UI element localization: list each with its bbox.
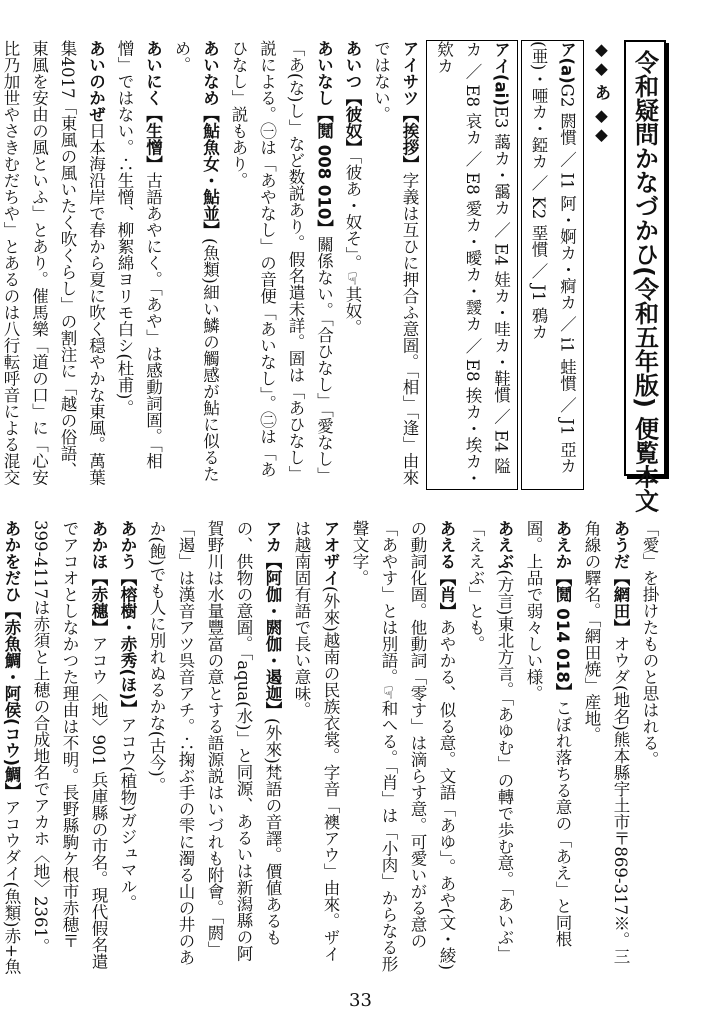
entry-text: (魚類)細い鱗の觸感が鮎に似るため。 xyxy=(172,40,220,482)
entry-headword: ア(a) xyxy=(557,41,577,84)
dictionary-entry xyxy=(366,40,423,490)
dictionary-entry xyxy=(577,520,635,975)
dictionary-entry xyxy=(224,40,338,490)
entry-headword: あかをだひ【赤魚鯛・阿侯(コウ)鯛】 xyxy=(2,520,21,800)
entry-headword: アイ(ai) xyxy=(491,41,511,106)
entry-headword: あえか【鬩 014 018】 xyxy=(553,520,572,700)
section-mark: ◆◆ あ ◆◆ xyxy=(592,40,611,144)
dictionary-entry xyxy=(26,520,113,975)
entry-headword: あいにく【生憎】 xyxy=(143,40,163,172)
dictionary-entry xyxy=(635,520,664,975)
entry-text: あやかる、似る意。文語「あゆ」。あや(文・綾)の動詞化圄。他動詞「零す」は滴らす意。可愛いがる意の「あやす」とは別語。☞和へる。「肖」は「小肉」からなる形聲文字。 xyxy=(350,520,456,973)
entry-headword: あいなし【鬩 008 010】 xyxy=(314,40,334,236)
dictionary-entry xyxy=(287,520,345,975)
dictionary-entry xyxy=(426,40,518,490)
entry-text: 關係ない。「合ひなし」「愛なし」「あ(な)し」など数説あり。假名遣未詳。圄は「あひなし」説による。㊀は「あやなし」の音便「あいなし」。㊁は「あひなし」説もあり。 xyxy=(229,40,334,484)
entry-text: 「彼あ・奴そ」。☞其奴。 xyxy=(343,155,362,336)
dictionary-entry xyxy=(110,40,167,490)
entry-text: (方言)東北方言。「あゆむ」の轉で歩む意。「あいぶ」「ええぶ」とも。 xyxy=(466,520,514,962)
dictionary-entry xyxy=(0,40,110,490)
dictionary-entry xyxy=(345,520,461,975)
page-title xyxy=(624,40,666,513)
entry-headword: あかほ【赤穗】 xyxy=(89,520,108,636)
entry-text: アコウダイ(魚類)赤+魚 xyxy=(2,799,21,975)
entry-text: E3 藹カ・靄カ ／ E4 娃カ・哇カ・鞋慣 ／ E4 隘カ ／ E8 哀カ ／ E8 愛カ・曖カ・靉カ ／ E8 挨カ・埃カ・欸カ xyxy=(434,41,511,486)
entry-headword: アイサツ【挨拶】 xyxy=(400,40,419,172)
entry-text: 字義は互ひに押合ふ意圄。「相」「逢」由來ではない。 xyxy=(371,40,419,486)
page-title-text: 令和疑問かなづかひ(令和五年版) 便覧本文 xyxy=(630,50,659,513)
page-number: 33 xyxy=(349,990,372,1011)
dictionary-entry xyxy=(142,520,287,975)
dictionary-entry xyxy=(113,520,142,975)
dictionary-entry xyxy=(461,520,519,975)
entry-headword: アオザイ xyxy=(321,520,340,586)
dictionary-entry xyxy=(519,520,577,975)
entry-headword: あいつ【彼奴】 xyxy=(343,40,362,156)
entry-headword: あいなめ【鮎魚女・鮎並】 xyxy=(200,40,220,238)
dictionary-entry xyxy=(0,520,26,975)
dictionary-entry xyxy=(338,40,367,490)
upper-entry-list xyxy=(0,40,584,490)
entry-headword: アカ【阿伽・閼伽・遏迦】 xyxy=(263,520,282,718)
upper-section xyxy=(1,40,615,490)
entry-text: こぼれ落ちる意の「あえ」と同根圄。上品で弱々しい様。 xyxy=(524,520,572,947)
entry-text: G2 閼慣 ／ I1 阿・婀カ・痾カ ／ i1 蛙慣 ／ J1 亞カ(亜)・唖カ・錏カ ／ K2 堊慣 ／ J1 鴉カ xyxy=(529,41,577,474)
entry-headword: あうだ【網田】 xyxy=(611,520,630,636)
entry-text: 「愛」を掛けたものと思はれる。 xyxy=(640,520,659,768)
entry-text: (外來)越南の民族衣裳。字音「襖アウ」由來。ザイは越南固有語で長い意味。 xyxy=(292,520,340,962)
entry-text: アコウ(植物)ガジュマル。 xyxy=(118,716,137,911)
entry-headword: あいのかぜ xyxy=(86,40,106,123)
lower-entry-list xyxy=(0,520,664,975)
dictionary-entry xyxy=(167,40,224,490)
entry-text: 日本海沿岸で春から夏に吹く穏やかな東風。萬葉集4017「東風の風いたく吹くらし」の割注に「越の俗語、東風を安由の風といふ」とあり。催馬樂「道の口」に「心安比乃加世やさきむだちや」とあるのは八行転呼音による混交 xyxy=(1,40,106,486)
entry-headword: あえる【肖】 xyxy=(437,520,456,619)
dictionary-entry xyxy=(521,40,584,490)
entry-headword: あかう【榕樹・赤秀(ほ)】 xyxy=(118,520,137,717)
entry-text: (外來)梵語の音譯。價値あるもの、供物の意圄。「aqua(水)」と同源、あるいは新潟縣の阿賀野川は水量豐富の意とする語源説はいづれも附會。「閼」「遏」は漢音アツ呉音アチ。∴掬ぶ手の雫に濁る山の井のあか(飽)でも人に別れぬるかな(古今)。 xyxy=(147,520,282,966)
lower-section xyxy=(2,520,664,975)
entry-text: 古語あやにく。「あや」は感動詞圄。「相憎」ではない。∴生憎、柳絮綿ヨリモ白シ(杜甫)。 xyxy=(115,40,163,469)
entry-text: アコウ〈地〉901 兵庫縣の市名。現代假名遣でアコオとしなかつた理由は不明。長野縣駒ケ根市赤穂〒399-4117は赤須と上穂の合成地名でアカホ〈地〉2361。 xyxy=(31,520,108,970)
entry-headword: あえぶ xyxy=(495,520,514,570)
entry-text: オウダ(地名)熊本縣宇土市〒869-317※。三角線の驛名。「網田焼」産地。 xyxy=(582,520,630,965)
